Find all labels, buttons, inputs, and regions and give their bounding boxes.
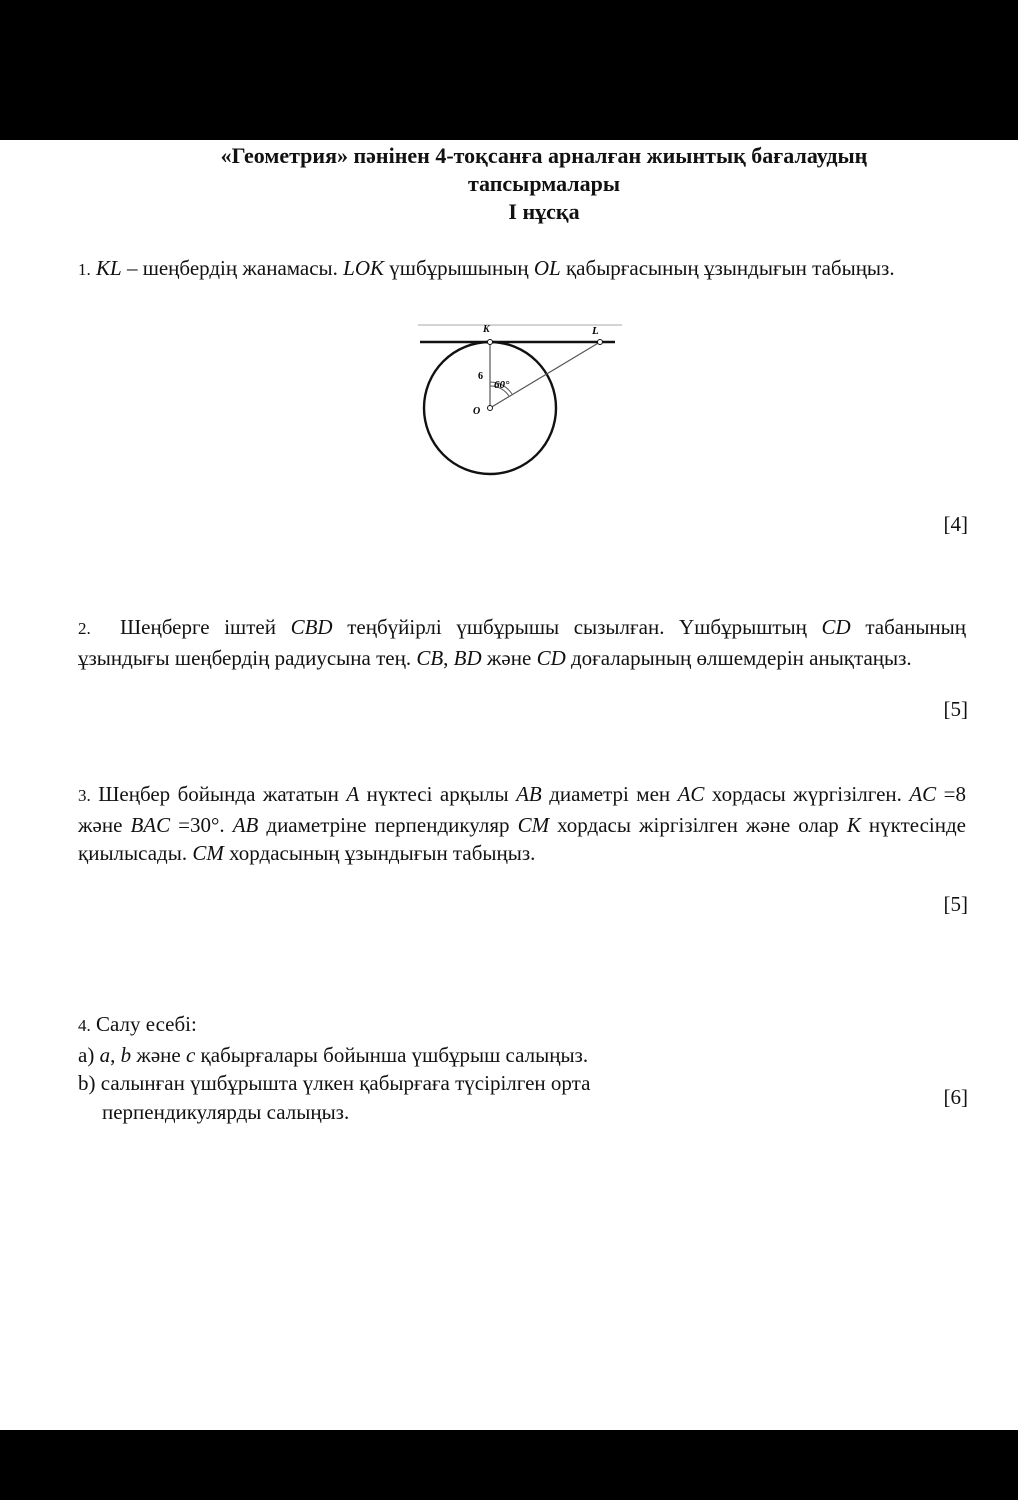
task-1-figure (410, 320, 630, 480)
label-k: K (483, 324, 490, 335)
label-o: O (473, 406, 481, 417)
label-angle: 60° (494, 379, 510, 391)
task-3-seg-8: =8 және (78, 782, 966, 837)
task-4-number: 4. (78, 1016, 91, 1035)
task-4a-seg-2: , (110, 1042, 121, 1067)
task-4a-seg-6: қабырғалары бойынша үшбұрыш салыңыз. (195, 1042, 589, 1067)
task-3-seg-14: хордасы жіргізілген және олар (549, 812, 847, 837)
task-2-seg-2: теңбүйірлі үшбұрышы сызылған. Үшбұрыштың (332, 615, 822, 639)
label-radius: 6 (478, 371, 483, 382)
task-4a-seg-4: және (131, 1042, 186, 1067)
task-3-seg-12: диаметріне перпендикуляр (258, 812, 518, 837)
task-4-text (78, 1010, 966, 1126)
task-3-seg-6: хордасы жүргізілген. (704, 782, 910, 806)
task-4a-seg-5: c (185, 1042, 196, 1067)
task-3-seg-0: Шеңбер бойында жататын (98, 782, 347, 806)
title-line-2: тапсырмалары (467, 171, 621, 196)
task-1-seg-3: үшбұрышының (384, 256, 534, 280)
document-page (0, 140, 1018, 1430)
task-1-seg-5: қабырғасының ұзындығын табыңыз. (560, 256, 895, 280)
task-1-number: 1. (78, 260, 91, 279)
task-4-heading: Салу есебі: (96, 1012, 197, 1036)
task-2-text (78, 613, 966, 672)
title-line-1: «Геометрия» пәнінен 4-тоқсанға арналған жиынтық бағалаудың (220, 143, 868, 168)
task-3-seg-16: нүктесінде қиылысады. (78, 812, 966, 865)
task-3-seg-9: BAC (130, 812, 171, 837)
task-3-seg-5: AC (677, 782, 705, 806)
task-4a-seg-3: b (120, 1042, 132, 1067)
task-2-seg-8: және (481, 645, 537, 670)
task-4-heading-line (78, 1010, 966, 1041)
task-3-seg-18: хордасының ұзындығын табыңыз. (223, 841, 536, 865)
task-1-seg-2: LOK (343, 256, 385, 280)
task-3-score: [5] (943, 892, 968, 916)
task-3-seg-11: AB (232, 812, 259, 837)
task-3-text (78, 780, 966, 868)
task-4-item-b-line-1: салынған үшбұрышта үлкен қабырғаға түсірілген орта (100, 1071, 591, 1095)
task-2-seg-1: CBD (290, 615, 333, 639)
task-2-seg-4: табанының ұзындығы шеңбердің радиусына тең. (78, 615, 967, 670)
task-2-seg-5: CB (416, 645, 444, 670)
label-l: L (592, 325, 599, 337)
task-3-seg-7: AC (909, 782, 937, 806)
task-1-seg-0: KL (96, 256, 122, 280)
task-3-seg-17: CM (192, 841, 224, 865)
task-2-seg-7: BD (453, 645, 482, 670)
task-2-number: 2. (78, 619, 91, 638)
task-1-seg-1: – шеңбердің жанамасы. (121, 256, 344, 280)
task-3-seg-10: =30°. (170, 812, 233, 837)
task-4a-seg-1: a (99, 1042, 111, 1067)
task-2-seg-3: CD (821, 615, 851, 639)
task-3-seg-3: AB (516, 782, 542, 806)
task-3-seg-2: нүктесі арқылы (359, 782, 517, 806)
task-1-score: [4] (943, 512, 968, 536)
task-3-seg-15: K (846, 812, 861, 837)
document-title (0, 142, 1018, 226)
task-1-text (78, 254, 966, 285)
task-4-score: [6] (943, 1085, 968, 1109)
task-3-seg-13: CM (517, 812, 550, 837)
task-2-seg-9: CD (536, 645, 566, 670)
task-2-seg-6: , (443, 645, 454, 670)
task-2-score: [5] (943, 697, 968, 721)
task-4-item-b-marker: b) (78, 1071, 96, 1095)
task-4-item-a-marker: a) (78, 1042, 95, 1067)
task-4-item-a (78, 1041, 966, 1070)
title-line-3: I нұсқа (508, 199, 580, 224)
task-1-seg-4: OL (533, 256, 561, 280)
task-2-seg-0: Шеңберге іштей (119, 615, 291, 639)
task-4-item-b (78, 1069, 966, 1098)
task-2-seg-10: доғаларының өлшемдерін анықтаңыз. (565, 645, 912, 670)
task-3-seg-4: диаметрі мен (541, 782, 678, 806)
task-3-seg-1: A (346, 782, 360, 806)
task-4-item-b-cont: перпендикулярды салыңыз. (102, 1099, 350, 1124)
task-3-number: 3. (78, 786, 91, 805)
